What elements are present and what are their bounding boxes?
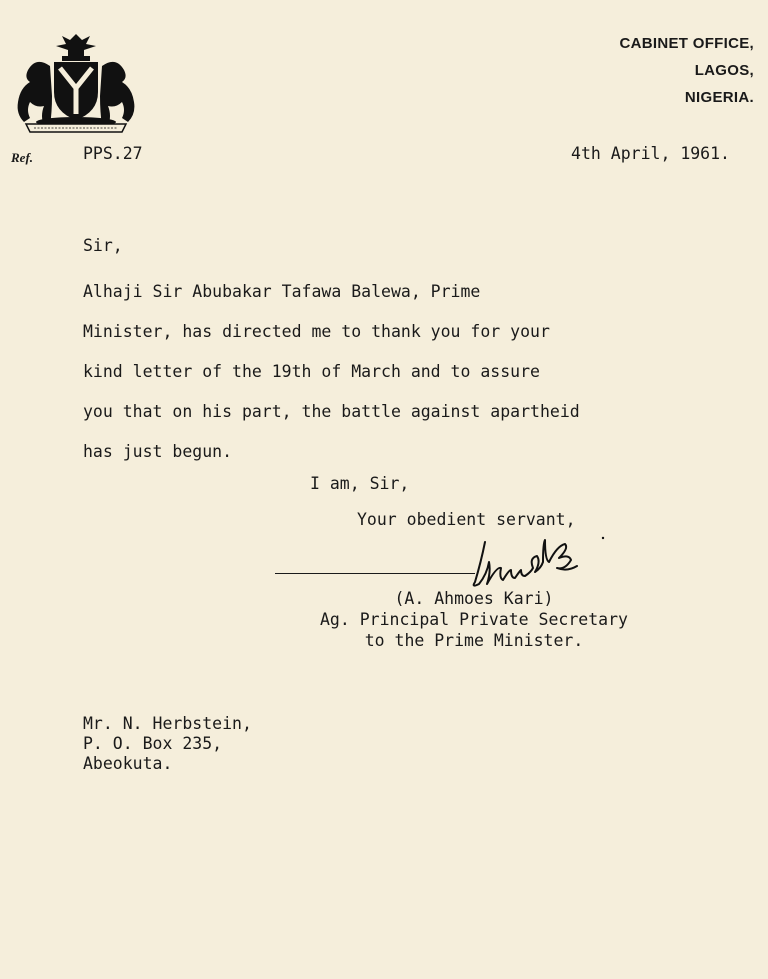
- address-line: CABINET OFFICE,: [619, 35, 754, 52]
- recipient-line: Abeokuta.: [83, 754, 173, 773]
- letterhead-address: [620, 30, 755, 111]
- signatory-title: to the Prime Minister.: [364, 631, 584, 650]
- address-line: LAGOS,: [694, 62, 754, 79]
- handwritten-signature: [455, 532, 655, 592]
- reference-number: PPS.27: [83, 144, 143, 163]
- salutation: Sir,: [83, 236, 123, 255]
- reference-label: Ref.: [11, 150, 34, 165]
- signatory-title: Ag. Principal Private Secretary: [320, 610, 628, 629]
- letter-body: Alhaji Sir Abubakar Tafawa Balewa, Prime Minister, has directed me to thank you for your kind letter of the 19th of March and to assure you that on his part, the battle against apartheid has just begun.: [83, 282, 580, 461]
- signatory-block: [320, 588, 628, 651]
- valediction: Your obedient servant,: [357, 510, 576, 529]
- recipient-line: P. O. Box 235,: [83, 734, 223, 753]
- closing: I am, Sir,: [310, 474, 410, 493]
- recipient-address: [83, 714, 252, 774]
- signatory-name: (A. Ahmoes Kari): [394, 589, 554, 608]
- recipient-line: Mr. N. Herbstein,: [83, 714, 252, 733]
- letter-date: 4th April, 1961.: [571, 144, 730, 163]
- nigeria-coat-of-arms-icon: [10, 30, 142, 134]
- signature-line: [275, 573, 475, 574]
- address-line: NIGERIA.: [684, 89, 754, 106]
